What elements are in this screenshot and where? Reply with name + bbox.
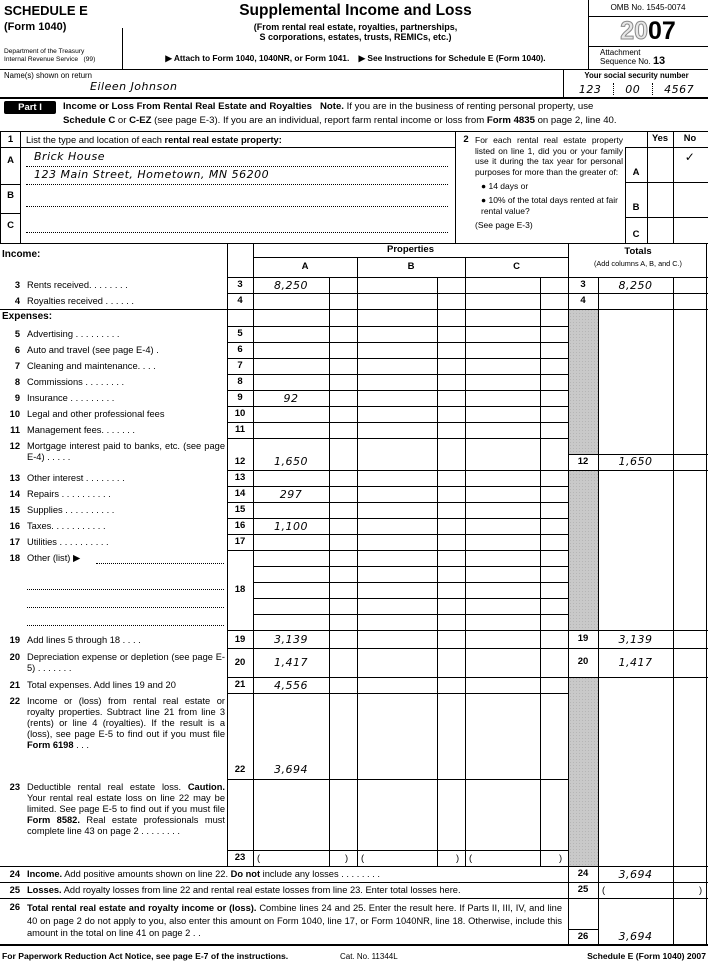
line2-number: 2 — [463, 134, 469, 145]
line8-label: Commissions . . . . . . . . — [27, 377, 125, 387]
line10-number: 10 — [9, 409, 20, 419]
yes-column-header: Yes — [651, 133, 669, 143]
line14-label: Repairs . . . . . . . . . . — [27, 489, 111, 499]
line3-box-number: 3 — [237, 279, 243, 290]
ssn-part2: 00 — [625, 83, 641, 96]
agency-block — [4, 48, 122, 64]
ssn-separator — [652, 83, 653, 95]
line9-label: Insurance . . . . . . . . . — [27, 393, 115, 403]
line17-label: Utilities . . . . . . . . . . — [27, 537, 109, 547]
line3-label: Rents received. . . . . . . . — [27, 280, 128, 290]
part1-badge: Part I — [4, 101, 56, 114]
line17-box-number: 17 — [234, 536, 246, 547]
line9-amount-a[interactable]: 92 — [283, 392, 299, 405]
part1-note-rest: If you are in the business of renting personal property, use — [343, 101, 594, 112]
line23-paren-close-c: ) — [559, 853, 563, 863]
line8-number: 8 — [14, 377, 20, 387]
line2-question: For each rental real estate property listed on line 1, did you or your family use it during the tax year for personal purposes for more than the greater of: — [475, 135, 623, 177]
column-c-header: C — [513, 261, 520, 272]
line22-number: 22 — [9, 696, 20, 706]
line24-do-not: Do not — [230, 869, 261, 879]
line22-text: Income or (loss) from rental real estate or royalty properties. Subtract line 21 from line 3 (rents) or line 4 (royalties). If the result is a (loss), see page E-5 to find out if you must file — [27, 696, 225, 739]
line25-paren-close: ) — [699, 885, 703, 895]
line7-number: 7 — [14, 361, 20, 371]
line16-amount-a[interactable]: 1,100 — [274, 520, 308, 533]
line6-box-number: 6 — [237, 344, 243, 355]
line4-label: Royalties received . . . . . . — [27, 296, 134, 306]
total3-amount[interactable]: 8,250 — [618, 279, 653, 292]
sequence-value: 13 — [652, 55, 666, 67]
line24-number: 24 — [9, 869, 20, 879]
line13-box-number: 13 — [234, 472, 246, 483]
line23-text3: Real estate professionals must complete line 43 on page 2 . . . . . . . . — [27, 815, 226, 836]
shaded-cell — [569, 309, 598, 454]
line13-number: 13 — [9, 473, 20, 483]
property-c-letter: C — [7, 220, 14, 231]
line25-losses-bold: Losses. — [27, 885, 62, 895]
line20-label: Depreciation expense or depletion (see page E-5) . . . . . . . — [27, 652, 225, 673]
part1-title: Income or Loss From Rental Real Estate and Royalties — [63, 101, 312, 112]
line2-see-page: (See page E-3) — [475, 220, 533, 230]
line13-label: Other interest . . . . . . . . — [27, 473, 125, 483]
attach-instructions — [123, 53, 588, 63]
line26-total-bold: Total rental real estate and royalty income or (loss). — [27, 903, 257, 913]
line22-amount-a[interactable]: 3,694 — [274, 763, 308, 776]
line14-number: 14 — [9, 489, 20, 499]
total26-box-number: 26 — [577, 931, 589, 942]
line23-paren-close-a: ) — [345, 853, 349, 863]
line23-label — [27, 782, 225, 837]
column-a-header: A — [301, 261, 309, 272]
dept-suffix: (99) — [83, 56, 96, 63]
line2-row-b: B — [632, 202, 640, 213]
line18-label: Other (list) ▶ — [27, 553, 81, 563]
total24-box-number: 24 — [577, 868, 589, 879]
line11-label: Management fees. . . . . . . — [27, 425, 135, 435]
line22-box-number: 22 — [234, 764, 246, 775]
line23-text2: Your rental real estate loss on line 22 may be limited. See page E-5 to find out if you must file — [27, 793, 225, 814]
note-form-4835: Form 4835 — [486, 115, 535, 126]
tax-year-digits: 07 — [648, 17, 676, 45]
line16-box-number: 16 — [234, 520, 246, 531]
expenses-section-heading: Expenses: — [2, 311, 53, 322]
ssn-separator — [613, 83, 614, 95]
line26-number: 26 — [9, 902, 20, 912]
line23-caution: Caution. — [187, 782, 225, 792]
line23-box-number: 23 — [234, 852, 246, 863]
line26-label — [27, 902, 562, 940]
tax-year — [590, 18, 706, 45]
line10-box-number: 10 — [234, 408, 246, 419]
line20-number: 20 — [9, 652, 20, 662]
line25-number: 25 — [9, 885, 20, 895]
line5-box-number: 5 — [237, 328, 243, 339]
line6-number: 6 — [14, 345, 20, 355]
ssn-label: Your social security number — [584, 71, 689, 80]
total20-box-number: 20 — [577, 656, 589, 667]
line16-label: Taxes. . . . . . . . . . . — [27, 521, 106, 531]
line25-paren-open: ( — [602, 885, 606, 895]
line2-row-c: C — [632, 229, 640, 240]
line7-label: Cleaning and maintenance. . . . — [27, 361, 156, 371]
dept-line2: Internal Revenue Service — [4, 56, 79, 63]
line15-box-number: 15 — [234, 504, 246, 515]
property-a-type[interactable]: Brick House — [34, 150, 106, 163]
attach-text: ▶ Attach to Form 1040, 1040NR, or Form 1041. — [165, 53, 350, 63]
line18-number: 18 — [9, 553, 20, 563]
line22-dots: . . . — [73, 740, 90, 750]
sequence-label: Sequence No. — [600, 57, 651, 66]
line22-label — [27, 696, 225, 751]
name-value[interactable]: Eileen Johnson — [90, 80, 178, 93]
line14-box-number: 14 — [234, 488, 246, 499]
line19-number: 19 — [9, 635, 20, 645]
line9-number: 9 — [14, 393, 20, 403]
note-schedule-c: Schedule C — [63, 115, 116, 126]
line2-bullet1: ● 14 days or — [481, 181, 529, 191]
line12-label: Mortgage interest paid to banks, etc. (see page E-4) . . . . . — [27, 441, 225, 462]
income-expense-table — [0, 243, 708, 945]
total19-box-number: 19 — [577, 633, 589, 644]
line26-text: Combine lines 24 and 25. Enter the result here. If Parts II, III, IV, and line 40 on page 2 do not apply to you, also enter this amount on Form 1040, line 17, or Form 1040NR, line 18. Otherwise, include this amount in the total on line 41 on page 2 . . — [27, 903, 562, 938]
property-a-address[interactable]: 123 Main Street, Hometown, MN 56200 — [34, 168, 270, 181]
line23-paren-close-b: ) — [456, 853, 460, 863]
line23-paren-open-b: ( — [361, 853, 365, 863]
ssn-part1: 123 — [578, 83, 602, 96]
checkmark-a-no[interactable]: ✓ — [684, 150, 696, 164]
line12-number: 12 — [9, 441, 20, 451]
income-section-heading: Income: — [2, 249, 41, 260]
footer-form-id: Schedule E (Form 1040) 2007 — [587, 951, 706, 961]
line6-label: Auto and travel (see page E-4) . — [27, 345, 159, 355]
line25-text: Add royalty losses from line 22 and rental real estate losses from line 23. Enter total losses here. — [61, 885, 461, 895]
line3-amount-a[interactable]: 8,250 — [274, 279, 308, 292]
total4-box-number: 4 — [580, 295, 586, 306]
no-column-header: No — [683, 133, 697, 143]
total19-amount[interactable]: 3,139 — [618, 633, 653, 646]
line17-number: 17 — [9, 537, 20, 547]
form-subtitle-1: (From rental real estate, royalties, partnerships, — [253, 22, 458, 32]
line23-form-8582: Form 8582. — [27, 815, 80, 825]
totals-subheader: (Add columns A, B, and C.) — [593, 259, 682, 268]
note-tail: on page 2, line 40. — [534, 115, 617, 126]
line1-label — [26, 135, 282, 146]
line22-form-6198: Form 6198 — [27, 740, 74, 750]
line21-label: Total expenses. Add lines 19 and 20 — [27, 680, 176, 690]
line24-text2: include any losses . . . . . . . . — [260, 869, 380, 879]
schedule-label: SCHEDULE E — [4, 3, 88, 18]
line2-row-a: A — [632, 167, 640, 178]
line24-income-bold: Income. — [27, 869, 63, 879]
total24-amount[interactable]: 3,694 — [618, 868, 653, 881]
shaded-cell — [569, 470, 598, 630]
line5-number: 5 — [14, 329, 20, 339]
line4-number: 4 — [14, 296, 20, 306]
paperwork-notice: For Paperwork Reduction Act Notice, see page E-7 of the instructions. — [2, 951, 289, 961]
part1-title-line — [63, 101, 707, 112]
line23-paren-open-c: ( — [469, 853, 473, 863]
line10-label: Legal and other professional fees — [27, 409, 165, 419]
line16-number: 16 — [9, 521, 20, 531]
part1-note-bold: Note. — [319, 101, 344, 112]
line12-box-number: 12 — [234, 456, 246, 467]
line2-bullet2: ● 10% of the total days rented at fair rental value? — [481, 195, 618, 216]
line21-box-number: 21 — [234, 679, 246, 690]
totals-header: Totals — [624, 246, 652, 257]
line15-number: 15 — [9, 505, 20, 515]
line14-amount-a[interactable]: 297 — [279, 488, 303, 501]
line11-box-number: 11 — [234, 424, 246, 435]
line19-box-number: 19 — [234, 634, 246, 645]
line24-text1: Add positive amounts shown on line 22. — [62, 869, 231, 879]
line12-amount-a[interactable]: 1,650 — [274, 455, 308, 468]
note-text: (see page E-3). If you are an individual, report farm rental income or loss from — [151, 115, 487, 126]
total3-box-number: 3 — [580, 279, 586, 290]
shaded-cell — [569, 677, 598, 866]
line11-number: 11 — [10, 425, 20, 435]
line8-box-number: 8 — [237, 376, 243, 387]
omb-number: OMB No. 1545-0074 — [610, 3, 686, 12]
line23-number: 23 — [9, 782, 20, 792]
dept-line1: Department of the Treasury — [4, 48, 85, 55]
ssn-value[interactable] — [565, 80, 708, 98]
line7-box-number: 7 — [237, 360, 243, 371]
line25-label — [27, 885, 562, 896]
line3-number: 3 — [14, 280, 20, 290]
column-b-header: B — [407, 261, 415, 272]
line21-number: 21 — [9, 680, 20, 690]
total20-amount[interactable]: 1,417 — [618, 656, 653, 669]
total26-amount[interactable]: 3,694 — [618, 930, 653, 943]
properties-header: Properties — [387, 244, 434, 255]
line21-amount-a[interactable]: 4,556 — [274, 679, 308, 692]
line18-box-number: 18 — [234, 584, 246, 595]
line23-text1: Deductible rental real estate loss. — [27, 782, 188, 792]
tax-year-decade: 20 — [620, 17, 648, 45]
property-b-letter: B — [7, 190, 14, 201]
line5-label: Advertising . . . . . . . . . — [27, 329, 120, 339]
attachment-sequence — [600, 48, 665, 66]
form-number-label: (Form 1040) — [4, 21, 67, 33]
note-or: or — [115, 115, 130, 126]
line9-box-number: 9 — [237, 392, 243, 403]
part1-note-line2 — [63, 115, 707, 126]
line1-label-pre: List the type and location of each — [26, 135, 165, 145]
line19-label: Add lines 5 through 18 . . . . — [27, 635, 141, 645]
total12-box-number: 12 — [577, 456, 589, 467]
line24-label — [27, 869, 562, 880]
form-subtitle-2: S corporations, estates, trusts, REMICs, etc.) — [259, 32, 452, 42]
line1-label-bold: rental real estate property: — [164, 135, 282, 145]
line20-box-number: 20 — [234, 657, 246, 668]
attachment-label: Attachment — [600, 48, 641, 57]
total25-box-number: 25 — [577, 884, 589, 895]
line19-amount-a[interactable]: 3,139 — [274, 633, 308, 646]
line4-box-number: 4 — [237, 295, 243, 306]
line23-paren-open-a: ( — [257, 853, 261, 863]
property-a-letter: A — [7, 155, 14, 166]
total12-amount[interactable]: 1,650 — [618, 455, 653, 468]
form-title: Supplemental Income and Loss — [239, 2, 472, 19]
line20-amount-a[interactable]: 1,417 — [274, 656, 308, 669]
ssn-part3: 4567 — [664, 83, 695, 96]
see-instructions-text: ▶ See Instructions for Schedule E (Form 1040). — [358, 53, 546, 63]
catalog-number: Cat. No. 11344L — [340, 952, 398, 961]
line1-number: 1 — [7, 134, 14, 145]
name-label: Name(s) shown on return — [4, 71, 92, 80]
note-c-ez: C-EZ — [129, 115, 152, 126]
line15-label: Supplies . . . . . . . . . . — [27, 505, 115, 515]
